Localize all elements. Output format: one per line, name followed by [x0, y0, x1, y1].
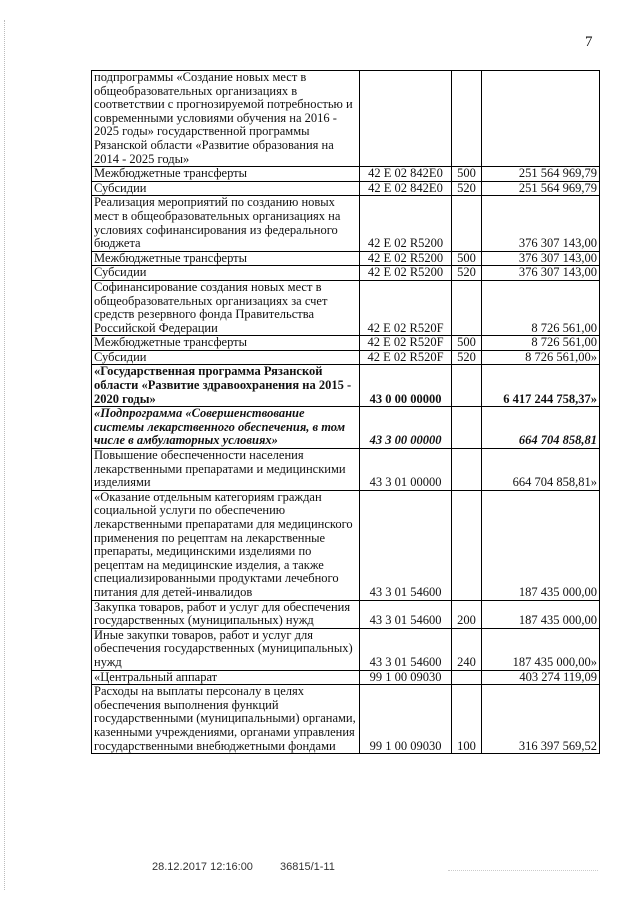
- table-row: [92, 449, 600, 491]
- row-code-cell: 42 Е 02 R520F: [360, 350, 452, 365]
- table-row: [92, 196, 600, 251]
- table-row: [92, 365, 600, 407]
- row-name-cell: Субсидии: [92, 266, 360, 281]
- row-sum-cell: 403 274 119,09: [482, 670, 600, 685]
- table-row: [92, 266, 600, 281]
- row-name-cell: Субсидии: [92, 350, 360, 365]
- row-sum-cell: 376 307 143,00: [482, 196, 600, 251]
- row-name-cell: Софинансирование создания новых мест в общеобразовательных организациях за счет средств резервного фонда Правительства Российской Федерации: [92, 280, 360, 335]
- table-row: [92, 336, 600, 351]
- table-row: [92, 685, 600, 754]
- row-code-cell: 42 Е 02 842Е0: [360, 167, 452, 182]
- row-vr-cell: [452, 280, 482, 335]
- budget-table: [91, 70, 600, 754]
- row-vr-cell: 500: [452, 167, 482, 182]
- budget-table-body: [92, 71, 600, 754]
- row-name-cell: «Государственная программа Рязанской области «Развитие здравоохранения на 2015 - 2020 годы»: [92, 365, 360, 407]
- table-row: [92, 670, 600, 685]
- row-code-cell: 99 1 00 09030: [360, 685, 452, 754]
- row-vr-cell: 520: [452, 181, 482, 196]
- row-vr-cell: 240: [452, 628, 482, 670]
- row-vr-cell: [452, 196, 482, 251]
- row-vr-cell: [452, 449, 482, 491]
- row-sum-cell: 664 704 858,81: [482, 407, 600, 449]
- row-name-cell: Реализация мероприятий по созданию новых мест в общеобразовательных организациях на условиях софинансирования из федерального бюджета: [92, 196, 360, 251]
- row-code-cell: 42 Е 02 R520F: [360, 280, 452, 335]
- row-code-cell: 43 3 01 54600: [360, 628, 452, 670]
- row-sum-cell: 187 435 000,00: [482, 490, 600, 600]
- row-code-cell: 42 Е 02 R5200: [360, 196, 452, 251]
- row-sum-cell: 376 307 143,00: [482, 251, 600, 266]
- row-code-cell: 43 3 01 00000: [360, 449, 452, 491]
- row-vr-cell: 200: [452, 600, 482, 628]
- row-code-cell: 42 Е 02 R520F: [360, 336, 452, 351]
- row-sum-cell: 376 307 143,00: [482, 266, 600, 281]
- row-name-cell: Межбюджетные трансферты: [92, 167, 360, 182]
- footer-scan-noise: [448, 862, 598, 871]
- row-vr-cell: 500: [452, 336, 482, 351]
- row-sum-cell: 8 726 561,00: [482, 336, 600, 351]
- row-name-cell: Межбюджетные трансферты: [92, 251, 360, 266]
- table-row: [92, 71, 600, 167]
- scan-edge-marks: [4, 20, 11, 890]
- row-sum-cell: 187 435 000,00: [482, 600, 600, 628]
- row-vr-cell: 520: [452, 350, 482, 365]
- row-sum-cell: 6 417 244 758,37»: [482, 365, 600, 407]
- row-name-cell: Субсидии: [92, 181, 360, 196]
- footer-timestamp: 28.12.2017 12:16:00: [152, 861, 253, 873]
- row-name-cell: Закупка товаров, работ и услуг для обеспечения государственных (муниципальных) нужд: [92, 600, 360, 628]
- table-row: [92, 407, 600, 449]
- row-name-cell: «Подпрограмма «Совершенствование системы лекарственного обеспечения, в том числе в амбулаторных условиях»: [92, 407, 360, 449]
- row-vr-cell: [452, 407, 482, 449]
- table-row: [92, 251, 600, 266]
- row-sum-cell: 187 435 000,00»: [482, 628, 600, 670]
- table-row: [92, 600, 600, 628]
- table-row: [92, 167, 600, 182]
- row-vr-cell: [452, 490, 482, 600]
- table-row: [92, 490, 600, 600]
- table-row: [92, 350, 600, 365]
- footer-stamp: [152, 861, 359, 873]
- row-name-cell: подпрограммы «Создание новых мест в общеобразовательных организациях в соответствии с прогнозируемой потребностью и современными условиями обучения на 2016 - 2025 годы» государственной программы Рязанской области «Развитие образования на 2014 - 2025 годы»: [92, 71, 360, 167]
- row-vr-cell: 100: [452, 685, 482, 754]
- row-code-cell: 99 1 00 09030: [360, 670, 452, 685]
- footer-doc-id: 36815/1-11: [280, 861, 335, 873]
- row-code-cell: 43 0 00 00000: [360, 365, 452, 407]
- row-vr-cell: [452, 71, 482, 167]
- row-sum-cell: 251 564 969,79: [482, 167, 600, 182]
- row-name-cell: «Оказание отдельным категориям граждан социальной услуги по обеспечению лекарственными препаратами для медицинского применения по рецептам на лекарственные препараты, медицинскими изделиями по рецептам на медицинские изделия, а также специализированными продуктами лечебного питания для детей-инвалидов: [92, 490, 360, 600]
- row-name-cell: Повышение обеспеченности населения лекарственными препаратами и медицинскими изделиями: [92, 449, 360, 491]
- row-sum-cell: 251 564 969,79: [482, 181, 600, 196]
- row-sum-cell: 316 397 569,52: [482, 685, 600, 754]
- row-vr-cell: 520: [452, 266, 482, 281]
- row-name-cell: Иные закупки товаров, работ и услуг для обеспечения государственных (муниципальных) нужд: [92, 628, 360, 670]
- row-sum-cell: [482, 71, 600, 167]
- row-vr-cell: [452, 670, 482, 685]
- table-row: [92, 181, 600, 196]
- row-vr-cell: 500: [452, 251, 482, 266]
- row-code-cell: 42 Е 02 R5200: [360, 251, 452, 266]
- row-code-cell: 42 Е 02 842Е0: [360, 181, 452, 196]
- row-name-cell: Расходы на выплаты персоналу в целях обеспечения выполнения функций государственными (муниципальными) органами, казенными учреждениями, органами управления государственными внебюджетными фондами: [92, 685, 360, 754]
- row-code-cell: 43 3 01 54600: [360, 600, 452, 628]
- row-vr-cell: [452, 365, 482, 407]
- row-code-cell: 42 Е 02 R5200: [360, 266, 452, 281]
- page-number: 7: [585, 34, 593, 50]
- row-name-cell: Межбюджетные трансферты: [92, 336, 360, 351]
- row-sum-cell: 664 704 858,81»: [482, 449, 600, 491]
- row-sum-cell: 8 726 561,00: [482, 280, 600, 335]
- table-row: [92, 280, 600, 335]
- row-code-cell: [360, 71, 452, 167]
- row-code-cell: 43 3 00 00000: [360, 407, 452, 449]
- row-code-cell: 43 3 01 54600: [360, 490, 452, 600]
- row-name-cell: «Центральный аппарат: [92, 670, 360, 685]
- table-row: [92, 628, 600, 670]
- row-sum-cell: 8 726 561,00»: [482, 350, 600, 365]
